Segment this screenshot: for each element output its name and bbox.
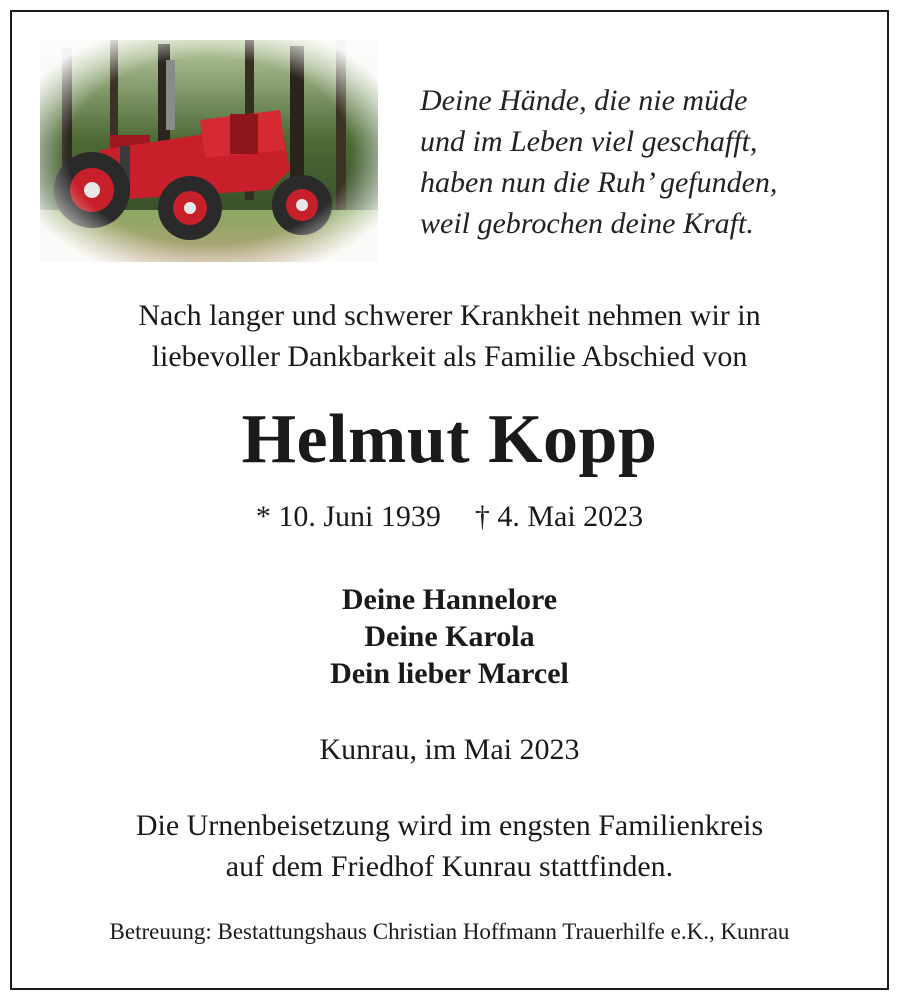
mourner-name: Dein lieber Marcel — [330, 657, 569, 690]
burial-line: auf dem Friedhof Kunrau stattfinden. — [225, 850, 674, 883]
burial-note — [12, 805, 887, 887]
death-date: † 4. Mai 2023 — [474, 500, 644, 533]
mourner-name: Deine Hannelore — [341, 583, 558, 616]
verse-line: weil gebrochen deine Kraft. — [420, 207, 754, 240]
intro-line: liebevoller Dankbarkeit als Familie Abschied von — [151, 340, 748, 373]
birth-date: * 10. Juni 1939 — [255, 500, 441, 533]
verse-line: Deine Hände, die nie müde — [420, 84, 748, 117]
obituary-notice — [10, 10, 889, 990]
life-dates — [12, 497, 887, 537]
tractor-photo — [40, 40, 378, 262]
mourners-list — [12, 581, 887, 692]
verse-line: und im Leben viel geschafft, — [420, 125, 758, 158]
place-date: Kunrau, im Mai 2023 — [319, 733, 580, 766]
memorial-verse — [420, 80, 860, 244]
intro-line: Nach langer und schwerer Krankheit nehmen wir in — [138, 299, 761, 332]
deceased-name: Helmut Kopp — [241, 401, 658, 478]
burial-line: Die Urnenbeisetzung wird im engsten Familienkreis — [135, 809, 764, 842]
undertaker-credit: Betreuung: Bestattungshaus Christian Hoffmann Trauerhilfe e.K., Kunrau — [109, 919, 790, 944]
mourner-name: Deine Karola — [364, 620, 535, 653]
intro-text — [12, 295, 887, 377]
verse-line: haben nun die Ruh’ gefunden, — [420, 166, 778, 199]
